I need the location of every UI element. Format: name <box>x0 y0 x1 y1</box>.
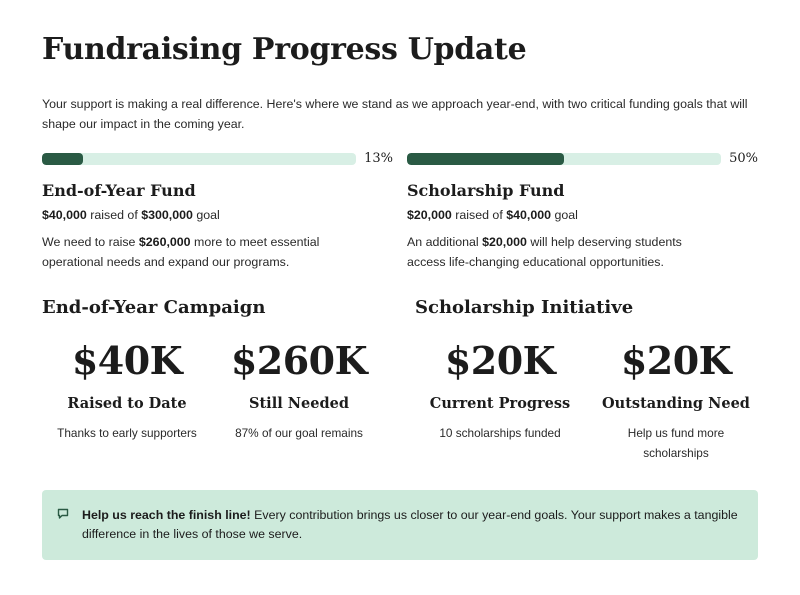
chat-bubble-icon <box>57 508 69 520</box>
callout-text <box>82 506 738 544</box>
fund-card-end-of-year <box>42 151 393 272</box>
fund-name: Scholarship Fund <box>407 181 565 200</box>
stat-note: Help us fund more scholarships <box>627 426 725 460</box>
goal-amount: $300,000 <box>141 208 193 222</box>
raised-connector: raised of <box>451 208 507 222</box>
fund-card-scholarship <box>407 151 758 272</box>
desc-amount: $260,000 <box>138 235 191 249</box>
section-end-of-year-campaign <box>42 297 392 440</box>
section-title: End-of-Year Campaign <box>42 297 266 318</box>
progress-fill <box>407 153 564 165</box>
fund-description <box>407 232 717 272</box>
stat-value: $40K <box>71 338 183 383</box>
desc-amount: $20,000 <box>482 235 527 249</box>
goal-suffix: goal <box>192 208 220 222</box>
section-scholarship-initiative <box>415 297 765 460</box>
intro-text: Your support is making a real difference. Here's where we stand as we approach year-end, with two critical funding goals that will shape our impact in the coming year. <box>42 97 748 131</box>
fund-raised <box>42 208 393 222</box>
goal-amount: $40,000 <box>506 208 552 222</box>
fund-name: End-of-Year Fund <box>42 181 196 200</box>
fund-raised <box>407 208 758 222</box>
progress-bar-end-of-year <box>42 151 393 167</box>
stat-value: $20K <box>444 338 556 383</box>
stat-current-progress <box>415 339 585 443</box>
stat-note: 87% of our goal remains <box>235 426 363 440</box>
progress-percent: 50% <box>729 151 758 166</box>
goal-suffix: goal <box>551 208 578 222</box>
stat-still-needed <box>214 339 384 443</box>
progress-bar-scholarship <box>407 151 758 167</box>
raised-amount: $20,000 <box>407 208 452 222</box>
progress-track <box>407 153 721 165</box>
callout-banner <box>42 490 758 560</box>
stat-label: Still Needed <box>249 395 349 412</box>
desc-post: more to meet essential operational needs and expand our programs. <box>42 235 320 269</box>
raised-amount: $40,000 <box>42 208 87 222</box>
stat-value: $260K <box>230 338 368 383</box>
stat-label: Current Progress <box>429 395 571 412</box>
progress-track <box>42 153 356 165</box>
stat-note: 10 scholarships funded <box>439 426 561 440</box>
section-title: Scholarship Initiative <box>415 297 634 318</box>
stat-label: Outstanding Need <box>602 395 750 412</box>
callout-lead: Help us reach the finish line! <box>82 508 251 522</box>
stat-note: Thanks to early supporters <box>57 426 197 440</box>
desc-post: will help deserving students access life-changing educational opportunities. <box>407 235 682 269</box>
stat-raised-to-date <box>42 339 212 443</box>
callout-body: Every contribution brings us closer to our year-end goals. Your support makes a tangible difference in the lives of those we serve. <box>82 508 738 541</box>
desc-pre: An additional <box>407 235 483 249</box>
stat-value: $20K <box>620 338 732 383</box>
progress-percent: 13% <box>364 151 393 166</box>
raised-connector: raised of <box>86 208 142 222</box>
stat-label: Raised to Date <box>67 395 187 412</box>
progress-fill <box>42 153 83 165</box>
stat-outstanding-need <box>591 339 761 463</box>
page-title: Fundraising Progress Update <box>42 32 527 67</box>
desc-pre: We need to raise <box>42 235 139 249</box>
fund-description <box>42 232 352 272</box>
